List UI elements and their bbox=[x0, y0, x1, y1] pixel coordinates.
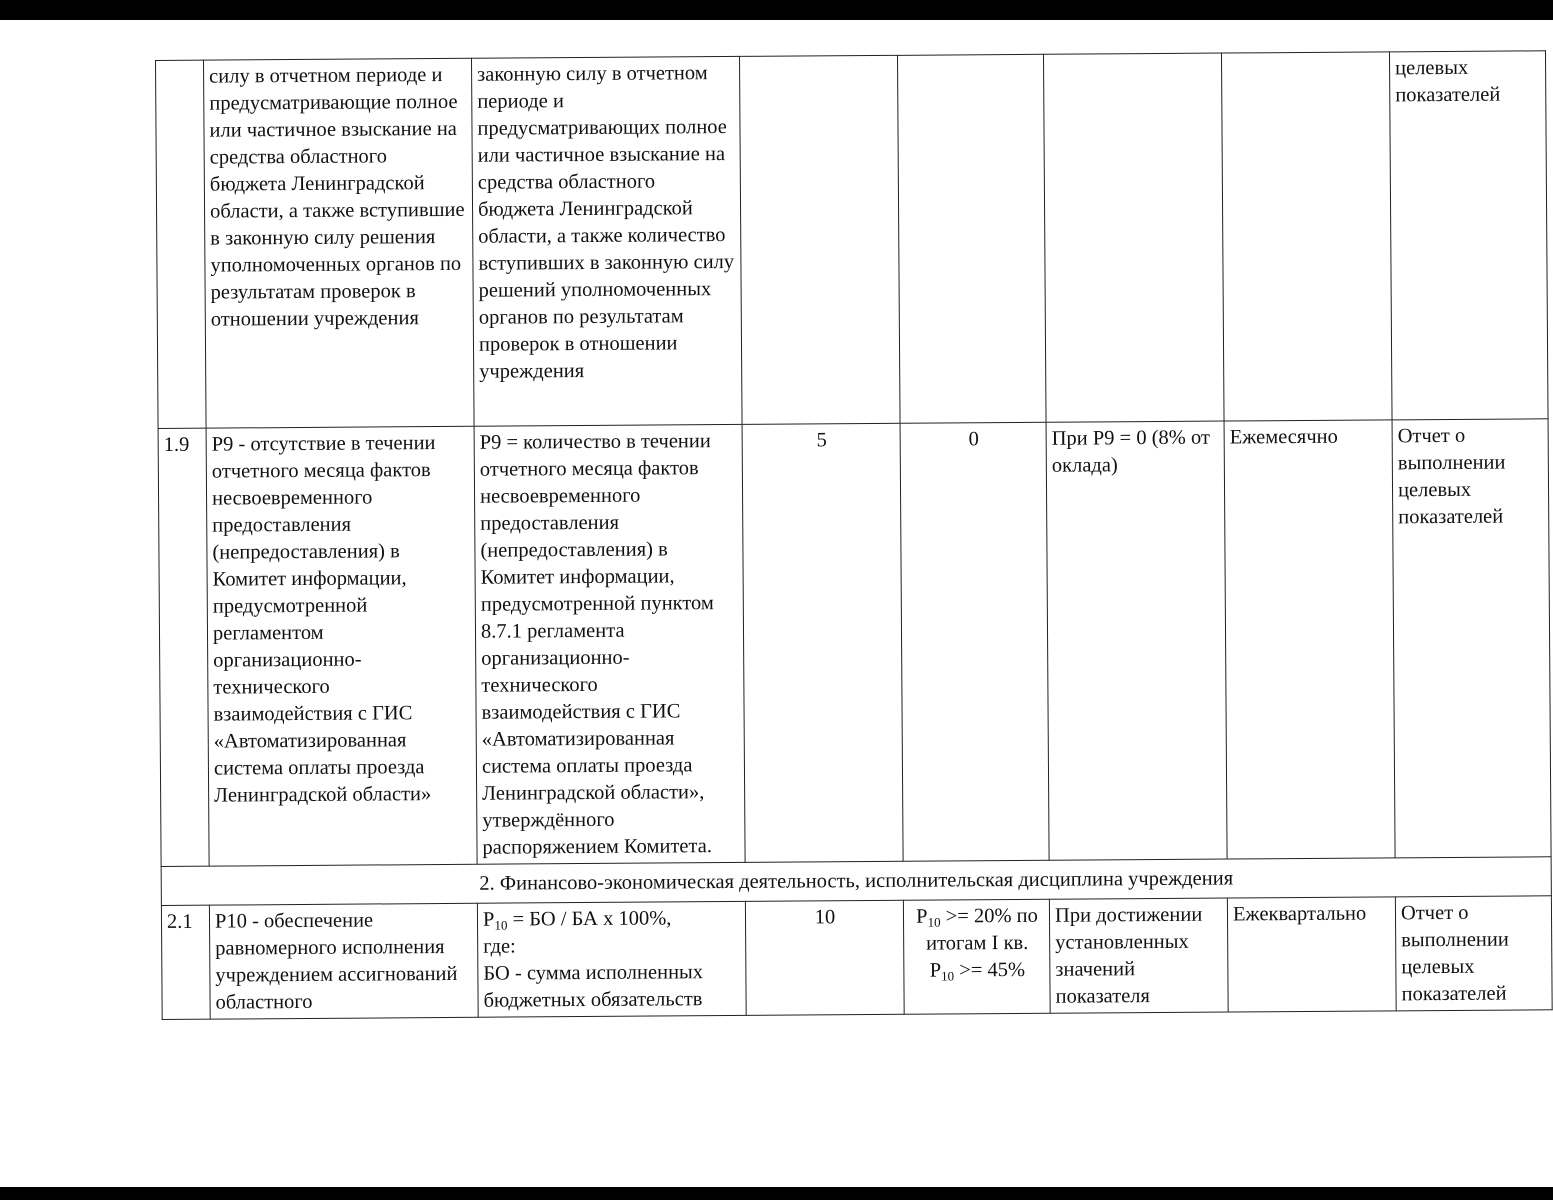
indicators-table bbox=[155, 50, 1553, 1020]
target-value: $Р_{10} >= 20\%$ по итогам I кв. $Р_{10} >= 45\%$ bbox=[903, 899, 1050, 1014]
scan-border-bottom bbox=[0, 1187, 1553, 1200]
scan-border-top bbox=[0, 0, 1553, 20]
formula-where: где: bbox=[483, 935, 516, 958]
calculation-method: Р9 = количество в течении отчетного месяца фактов несвоевременного предоставления (непредоставления) в Комитет информации, предусмотренной пунктом 8.7.1 регламента организационно-технического взаимодействия с ГИС «Автоматизированная система оплаты проезда Ленинградской области», утверждённого распоряжением Комитета. bbox=[474, 424, 745, 864]
target-value: 0 bbox=[900, 422, 1049, 861]
periodicity: Ежемесячно bbox=[1224, 420, 1395, 859]
calculation-method: законную силу в отчетном периоде и предусматривающих полное или частичное взыскание на средства областного бюджета Ленинградской области, а также количество вступивших в законную силу решений уполномоченных органов по результатам проверок в отношении учреждения bbox=[471, 56, 742, 426]
row-number: 1.9 bbox=[158, 428, 209, 866]
formula-definition: БО - сумма исполненных бюджетных обязательств bbox=[483, 961, 704, 1012]
target-value bbox=[897, 54, 1046, 423]
indicator-weight bbox=[739, 55, 900, 424]
periodicity: Ежеквартально bbox=[1227, 897, 1396, 1012]
indicator-name: Р10 - обеспечение равномерного исполнения учреждением ассигнований областного bbox=[209, 903, 478, 1019]
report-form: Отчет о выполнении целевых показателей bbox=[1395, 896, 1552, 1011]
periodicity bbox=[1221, 52, 1392, 421]
row-number: 2.1 bbox=[161, 905, 210, 1019]
row-number bbox=[156, 60, 207, 428]
indicator-weight: 5 bbox=[742, 423, 903, 862]
payment-condition bbox=[1043, 53, 1224, 422]
section-heading: 2. Финансово-экономическая деятельность, исполнительская дисциплина учреждения bbox=[161, 857, 1551, 906]
table-row bbox=[161, 896, 1552, 1020]
payment-condition: При Р9 = 0 (8% от оклада) bbox=[1046, 421, 1227, 860]
report-form: целевых показателей bbox=[1389, 51, 1548, 420]
indicator-name: силу в отчетном периоде и предусматривающие полное или частичное взыскание на средства областного бюджета Ленинградской области, а также вступившие в законную силу решения уполномоченных органов по результатам проверок в отношении учреждения bbox=[204, 58, 475, 428]
indicator-name: Р9 - отсутствие в течении отчетного месяца фактов несвоевременного предоставления (непредоставления) в Комитет информации, предусмотренной регламентом организационно-технического взаимодействия с ГИС «Автоматизированная система оплаты проезда Ленинградской области» bbox=[206, 426, 477, 866]
document-page bbox=[155, 50, 1552, 1020]
report-form: Отчет о выполнении целевых показателей bbox=[1392, 419, 1551, 858]
payment-condition: При достижении установленных значений показателя bbox=[1049, 898, 1228, 1013]
indicator-weight: 10 bbox=[745, 900, 904, 1015]
calculation-method bbox=[477, 901, 746, 1017]
table-row bbox=[158, 419, 1551, 867]
formula: $Р_{10}$ = БО / БА х 100%, bbox=[482, 907, 672, 933]
table-row bbox=[156, 51, 1549, 429]
